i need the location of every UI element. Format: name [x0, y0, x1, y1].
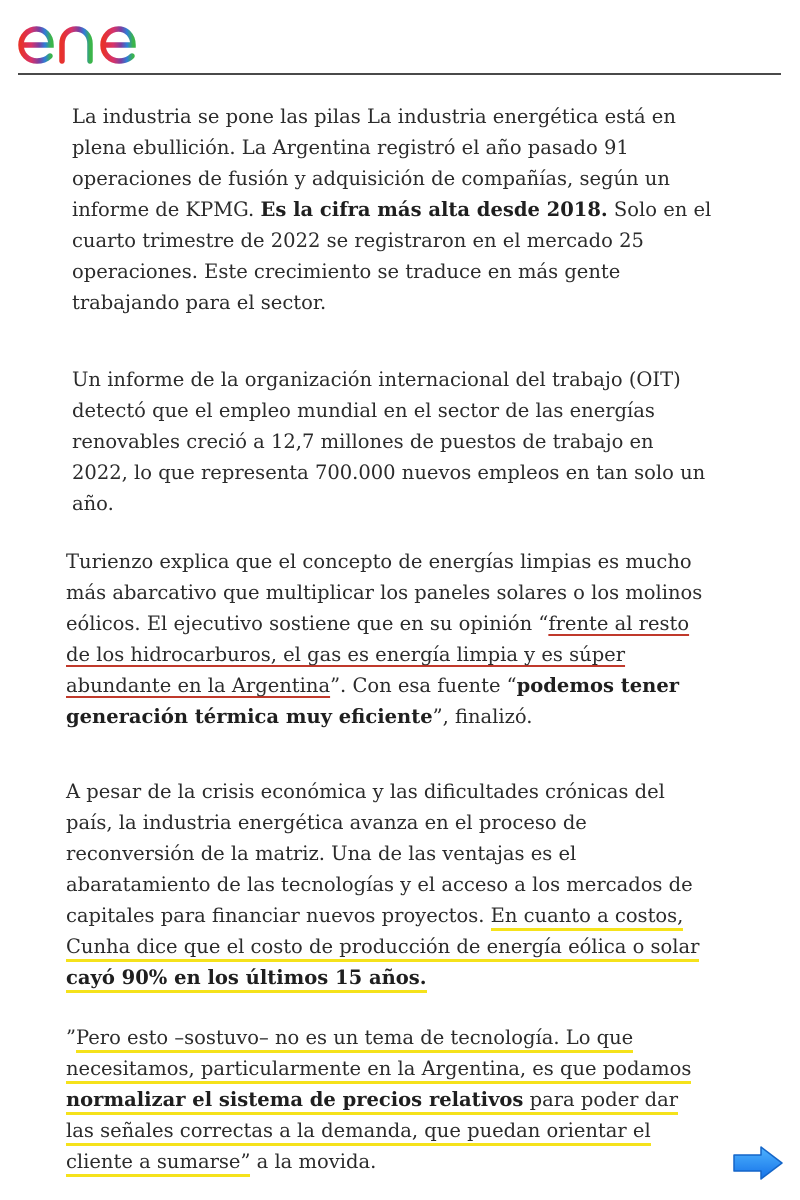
- header-divider: [18, 73, 781, 75]
- p3-text-b: ”. Con esa fuente “: [330, 674, 517, 697]
- p5-highlight-bold: normalizar el sistema de precios relativos: [66, 1088, 523, 1115]
- p1-bold: Es la cifra más alta desde 2018.: [260, 198, 608, 221]
- arrow-right-icon[interactable]: [731, 1144, 785, 1182]
- article-paragraph-2: [72, 364, 712, 519]
- page-header: [0, 0, 800, 76]
- p4-highlight: En cuanto a costos, Cunha dice que el costo de producción de energía eólica o solar: [66, 904, 699, 962]
- article-paragraph-3: [66, 546, 706, 732]
- p3-bold: podemos tener generación térmica muy eficiente: [66, 674, 680, 728]
- p5-text-a: ”: [66, 1026, 76, 1049]
- p2-text: Un informe de la organización internacional del trabajo (OIT) detectó que el empleo mundial en el sector de las energías renovables creció a 12,7 millones de puestos de trabajo en 2022, lo que representa 700.000 nuevos empleos en tan solo un año.: [72, 368, 706, 515]
- p5-highlight-b: para poder dar las señales correctas a la demanda, que puedan orientar el cliente a sumarse”: [66, 1088, 678, 1177]
- p3-underlined-quote: frente al resto de los hidrocarburos, el gas es energía limpia y es súper abundante en la Argentina: [66, 612, 690, 697]
- p4-highlight-bold: cayó 90% en los últimos 15 años.: [66, 966, 427, 993]
- p3-text-c: ”, finalizó.: [432, 705, 533, 728]
- p5-text-b: a la movida.: [250, 1150, 377, 1173]
- article-paragraph-4: [66, 776, 706, 993]
- p1-text-a: La industria se pone las pilas La industria energética está en plena ebullición. La Argentina registró el año pasado 91 operaciones de fusión y adquisición de compañías, según un informe de KPMG.: [72, 105, 676, 221]
- p3-text-a: Turienzo explica que el concepto de energías limpias es mucho más abarcativo que multiplicar los paneles solares o los molinos eólicos. El ejecutivo sostiene que en su opinión “: [66, 550, 703, 635]
- p1-text-b: Solo en el cuarto trimestre de 2022 se registraron en el mercado 25 operaciones. Este crecimiento se traduce en más gente trabajando para el sector.: [72, 198, 712, 314]
- article-paragraph-5: [66, 1022, 706, 1177]
- enel-logo-icon[interactable]: [16, 4, 186, 66]
- p5-highlight-a: Pero esto –sostuvo– no es un tema de tecnología. Lo que necesitamos, particularmente en la Argentina, es que podamos: [66, 1026, 691, 1084]
- p4-text-a: A pesar de la crisis económica y las dificultades crónicas del país, la industria energética avanza en el proceso de reconversión de la matriz. Una de las ventajas es el abaratamiento de las tecnologías y el acceso a los mercados de capitales para financiar nuevos proyectos.: [66, 780, 693, 927]
- article-paragraph-1: [72, 101, 712, 318]
